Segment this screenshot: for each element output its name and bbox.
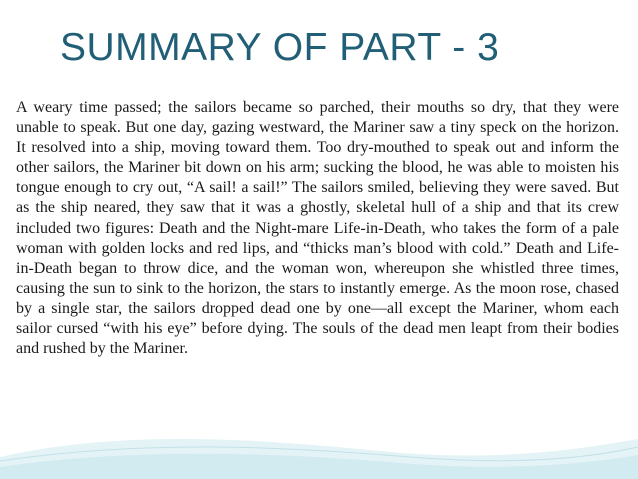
summary-paragraph: A weary time passed; the sailors became so parched, their mouths so dry, that they were unable to speak. But one day, gazing westward, the Mariner saw a tiny speck on the horizon. It resolved into a ship, moving toward them. Too dry-mouthed to speak out and inform the other sailors, the Mariner bit down on his arm; sucking the blood, he was able to moisten his tongue enough to cry out, “A sail! a sail!” The sailors smiled, believing they were saved. But as the ship neared, they saw that it was a ghostly, skeletal hull of a ship and that its crew included two figures: Death and the Night-mare Life-in-Death, who takes the form of a pale woman with golden locks and red lips, and “thicks man’s blood with cold.” Death and Life-in-Death began to throw dice, and the woman won, whereupon she whistled three times, causing the sun to sink to the horizon, the stars to instantly emerge. As the moon rose, chased by a single star, the sailors dropped dead one by one—all except the Mariner, whom each sailor cursed “with his eye” before dying. The souls of the dead men leapt from their bodies and rushed by the Mariner. — [16, 99, 619, 358]
wave-decoration — [0, 409, 638, 479]
slide-title: SUMMARY OF PART - 3 — [60, 26, 500, 69]
